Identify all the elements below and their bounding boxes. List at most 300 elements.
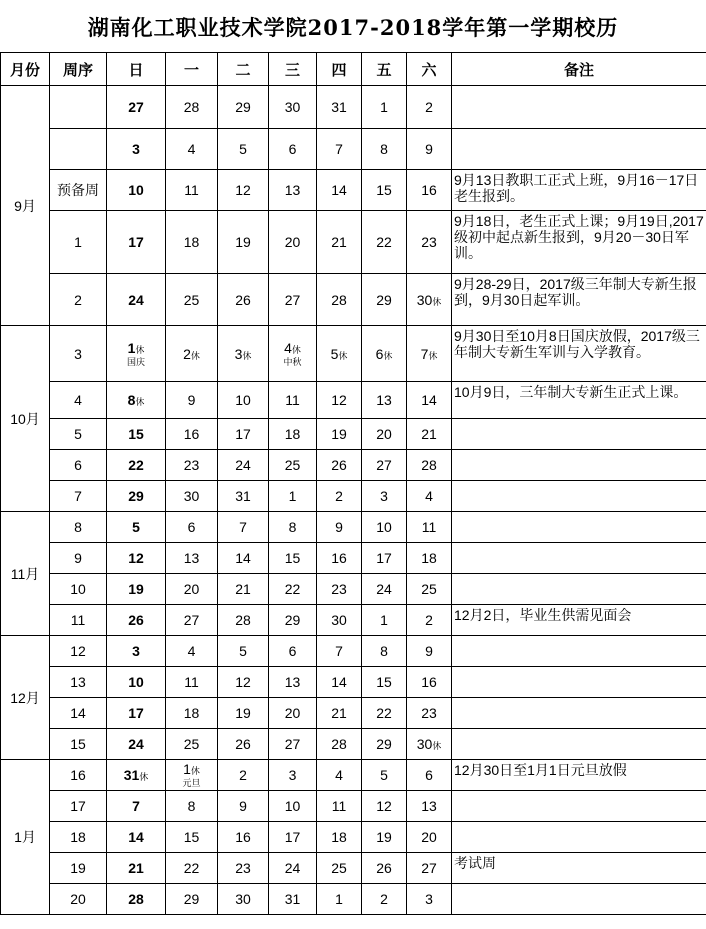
- day-cell: [362, 698, 407, 729]
- day-number: 24: [284, 860, 301, 876]
- day-number: 15: [128, 426, 144, 442]
- day-cell: [362, 86, 407, 129]
- day-number: 8: [288, 519, 297, 535]
- day-cell: [218, 667, 269, 698]
- day-number: 26: [235, 736, 251, 752]
- day-number: 9: [187, 392, 196, 408]
- header-wed: 三: [269, 53, 317, 86]
- week-cell: 5: [50, 419, 107, 450]
- note-cell: [452, 729, 706, 760]
- day-cell: [218, 382, 269, 419]
- table-row: [1, 543, 706, 574]
- day-cell: [407, 822, 452, 853]
- month-cell: 10月: [1, 326, 50, 512]
- day-cell: [218, 822, 269, 853]
- day-number: 20: [376, 426, 392, 442]
- day-number: 9: [335, 519, 343, 535]
- week-cell: 11: [50, 605, 107, 636]
- table-row: [1, 419, 706, 450]
- day-number: 24: [376, 581, 392, 597]
- day-cell: [166, 129, 218, 170]
- day-cell: [317, 419, 362, 450]
- day-cell: [218, 86, 269, 129]
- day-cell: [166, 211, 218, 274]
- header-fri: 五: [362, 53, 407, 86]
- day-number: 6: [187, 519, 196, 535]
- day-number: 4: [284, 339, 292, 356]
- day-cell: [317, 853, 362, 884]
- day-cell: [407, 211, 452, 274]
- holiday-label: 国庆: [126, 356, 145, 367]
- day-number: 25: [183, 291, 200, 308]
- day-number: 7: [420, 345, 429, 362]
- day-cell: [317, 170, 362, 211]
- table-row: [1, 822, 706, 853]
- day-number: 18: [421, 550, 437, 566]
- day-number: 12: [128, 550, 144, 566]
- week-cell: 18: [50, 822, 107, 853]
- day-cell: [166, 729, 218, 760]
- day-cell: [317, 884, 362, 915]
- day-number: 17: [376, 550, 392, 566]
- header-mon: 一: [166, 53, 218, 86]
- day-cell: [218, 481, 269, 512]
- day-number: 28: [331, 736, 347, 752]
- day-cell: [362, 419, 407, 450]
- holiday-mark: 休: [139, 772, 149, 782]
- day-cell: [269, 636, 317, 667]
- note-cell: [452, 512, 706, 543]
- header-thu: 四: [317, 53, 362, 86]
- day-cell: [362, 512, 407, 543]
- day-cell: [218, 605, 269, 636]
- day-number: 23: [421, 234, 437, 250]
- sunday-cell: [107, 760, 166, 791]
- day-number: 20: [284, 705, 301, 721]
- header-sun: 日: [107, 53, 166, 86]
- day-number: 18: [183, 234, 200, 250]
- day-cell: [407, 86, 452, 129]
- calendar-table: [0, 52, 706, 915]
- day-cell: [317, 512, 362, 543]
- day-number: 24: [128, 291, 144, 308]
- table-row: [1, 605, 706, 636]
- day-number: 15: [376, 182, 392, 198]
- day-cell: [269, 326, 317, 382]
- day-number: 16: [421, 182, 437, 198]
- day-cell: [362, 729, 407, 760]
- note-cell: [452, 543, 706, 574]
- note-cell: [452, 450, 706, 481]
- day-number: 16: [235, 829, 251, 845]
- sunday-cell: [107, 419, 166, 450]
- day-number: 21: [235, 581, 251, 597]
- sunday-cell: [107, 382, 166, 419]
- week-cell: 7: [50, 481, 107, 512]
- day-cell: [166, 326, 218, 382]
- day-cell: [166, 605, 218, 636]
- day-number: 8: [380, 643, 388, 659]
- day-number: 1: [127, 339, 136, 356]
- day-cell: [407, 729, 452, 760]
- day-cell: [269, 170, 317, 211]
- note-cell: [452, 884, 706, 915]
- day-number: 3: [288, 767, 297, 783]
- week-cell: 8: [50, 512, 107, 543]
- day-number: 6: [425, 767, 433, 783]
- day-cell: [218, 211, 269, 274]
- day-number: 1: [288, 488, 297, 504]
- day-number: 8: [380, 141, 388, 157]
- day-cell: [317, 274, 362, 326]
- day-number: 19: [235, 705, 251, 721]
- table-row: [1, 636, 706, 667]
- day-number: 27: [284, 291, 301, 308]
- day-cell: [362, 884, 407, 915]
- day-cell: [362, 791, 407, 822]
- day-cell: [269, 129, 317, 170]
- day-cell: [407, 698, 452, 729]
- day-number: 23: [421, 705, 437, 721]
- note-cell: 10月9日，三年制大专新生正式上课。: [452, 382, 706, 419]
- day-cell: [218, 170, 269, 211]
- day-cell: [269, 512, 317, 543]
- day-number: 3: [132, 141, 140, 157]
- day-number: 26: [128, 612, 144, 628]
- day-cell: [317, 86, 362, 129]
- day-number: 27: [376, 457, 392, 473]
- day-number: 20: [421, 829, 437, 845]
- note-cell: [452, 419, 706, 450]
- day-number: 22: [128, 457, 144, 473]
- week-cell: 6: [50, 450, 107, 481]
- day-cell: [362, 211, 407, 274]
- day-number: 11: [285, 392, 300, 408]
- holiday-mark: 休: [135, 344, 145, 355]
- month-cell: 1月: [1, 760, 50, 915]
- day-cell: [317, 636, 362, 667]
- day-cell: [317, 543, 362, 574]
- holiday-mark: 休: [242, 350, 252, 361]
- sunday-cell: [107, 170, 166, 211]
- day-cell: [166, 512, 218, 543]
- day-number: 21: [421, 426, 437, 442]
- day-cell: [407, 481, 452, 512]
- day-cell: [407, 450, 452, 481]
- day-cell: [407, 574, 452, 605]
- day-number: 13: [183, 550, 200, 566]
- day-cell: [362, 274, 407, 326]
- day-number: 11: [421, 519, 437, 535]
- sunday-cell: [107, 574, 166, 605]
- day-number: 15: [183, 829, 200, 845]
- day-number: 2: [183, 345, 191, 362]
- holiday-mark: 休: [291, 344, 301, 355]
- week-cell: 13: [50, 667, 107, 698]
- day-cell: [362, 450, 407, 481]
- day-cell: [407, 512, 452, 543]
- day-number: 28: [128, 891, 144, 907]
- sunday-cell: [107, 326, 166, 382]
- day-cell: [166, 822, 218, 853]
- day-number: 10: [235, 392, 251, 408]
- day-number: 13: [421, 798, 437, 814]
- day-cell: [166, 170, 218, 211]
- day-number: 18: [331, 829, 347, 845]
- header-row: [1, 53, 706, 86]
- day-number: 14: [421, 392, 437, 408]
- day-number: 4: [335, 767, 343, 783]
- table-row: [1, 274, 706, 326]
- week-cell: 16: [50, 760, 107, 791]
- sunday-cell: [107, 605, 166, 636]
- day-number: 22: [376, 705, 392, 721]
- day-number: 24: [235, 457, 251, 473]
- day-cell: [317, 574, 362, 605]
- day-cell: [407, 170, 452, 211]
- day-cell: [166, 760, 218, 791]
- day-number: 19: [128, 581, 144, 597]
- day-cell: [317, 481, 362, 512]
- day-number: 25: [284, 457, 301, 473]
- day-cell: [407, 543, 452, 574]
- day-cell: [269, 274, 317, 326]
- note-cell: 12月2日，毕业生供需见面会: [452, 605, 706, 636]
- week-cell: [50, 129, 107, 170]
- day-number: 18: [183, 705, 200, 721]
- table-row: [1, 481, 706, 512]
- day-number: 28: [421, 457, 437, 473]
- page-title: 湖南化工职业技术学院2017-2018学年第一学期校历: [87, 15, 619, 40]
- note-cell: [452, 481, 706, 512]
- day-cell: [269, 667, 317, 698]
- day-number: 20: [183, 581, 200, 597]
- day-cell: [269, 574, 317, 605]
- day-cell: [166, 543, 218, 574]
- day-number: 12: [235, 674, 251, 690]
- day-number: 30: [416, 736, 433, 752]
- day-cell: [317, 326, 362, 382]
- day-number: 11: [184, 674, 199, 690]
- day-number: 9: [425, 643, 433, 659]
- day-number: 4: [187, 643, 196, 659]
- day-cell: [166, 574, 218, 605]
- sunday-cell: [107, 450, 166, 481]
- day-number: 17: [235, 426, 251, 442]
- sunday-cell: [107, 512, 166, 543]
- day-cell: [218, 419, 269, 450]
- day-number: 27: [421, 860, 437, 876]
- day-cell: [269, 605, 317, 636]
- day-cell: [407, 419, 452, 450]
- day-number: 1: [183, 761, 191, 777]
- day-number: 15: [376, 674, 392, 690]
- day-number: 13: [376, 392, 392, 408]
- table-row: [1, 86, 706, 129]
- week-cell: 20: [50, 884, 107, 915]
- day-number: 21: [128, 860, 144, 876]
- note-cell: [452, 574, 706, 605]
- holiday-mark: 休: [190, 350, 200, 361]
- sunday-cell: [107, 636, 166, 667]
- note-cell: 12月30日至1月1日元旦放假: [452, 760, 706, 791]
- week-cell: 19: [50, 853, 107, 884]
- holiday-mark: 休: [135, 397, 145, 407]
- note-cell: 9月28-29日，2017级三年制大专新生报到，9月30日起军训。: [452, 274, 706, 326]
- table-row: [1, 760, 706, 791]
- day-number: 24: [128, 736, 144, 752]
- day-number: 26: [376, 860, 392, 876]
- day-number: 25: [421, 581, 437, 597]
- day-cell: [317, 129, 362, 170]
- day-cell: [317, 729, 362, 760]
- day-cell: [269, 481, 317, 512]
- day-cell: [317, 822, 362, 853]
- table-row: [1, 574, 706, 605]
- sunday-cell: [107, 543, 166, 574]
- day-number: 23: [331, 581, 347, 597]
- day-cell: [269, 450, 317, 481]
- day-number: 5: [239, 643, 247, 659]
- sunday-cell: [107, 884, 166, 915]
- day-cell: [317, 760, 362, 791]
- day-cell: [362, 667, 407, 698]
- day-number: 11: [184, 182, 199, 198]
- day-number: 10: [128, 674, 144, 690]
- day-cell: [166, 636, 218, 667]
- day-number: 1: [380, 612, 388, 628]
- week-cell: 14: [50, 698, 107, 729]
- day-number: 4: [187, 141, 196, 157]
- day-cell: [317, 211, 362, 274]
- day-number: 30: [183, 488, 200, 504]
- day-number: 2: [239, 767, 247, 783]
- note-cell: [452, 667, 706, 698]
- sunday-cell: [107, 129, 166, 170]
- day-number: 2: [425, 99, 433, 115]
- day-cell: [166, 481, 218, 512]
- header-notes: 备注: [452, 53, 706, 86]
- sunday-cell: [107, 211, 166, 274]
- day-number: 29: [183, 891, 200, 907]
- holiday-mark: 休: [190, 766, 200, 776]
- day-number: 12: [331, 392, 347, 408]
- sunday-cell: [107, 86, 166, 129]
- table-row: [1, 211, 706, 274]
- day-number: 31: [331, 99, 347, 115]
- week-cell: 2: [50, 274, 107, 326]
- day-number: 14: [331, 182, 347, 198]
- sunday-cell: [107, 822, 166, 853]
- note-cell: [452, 822, 706, 853]
- day-number: 30: [284, 99, 301, 115]
- day-cell: [166, 853, 218, 884]
- note-cell: [452, 791, 706, 822]
- day-cell: [269, 211, 317, 274]
- header-week: 周序: [50, 53, 107, 86]
- day-number: 3: [132, 643, 140, 659]
- day-cell: [218, 326, 269, 382]
- day-number: 14: [331, 674, 347, 690]
- note-cell: [452, 698, 706, 729]
- month-cell: 12月: [1, 636, 50, 760]
- day-cell: [407, 274, 452, 326]
- day-number: 29: [235, 99, 251, 115]
- day-cell: [407, 326, 452, 382]
- header-month: 月份: [1, 53, 50, 86]
- day-cell: [317, 605, 362, 636]
- day-cell: [317, 791, 362, 822]
- day-number: 7: [132, 798, 140, 814]
- day-number: 14: [235, 550, 251, 566]
- week-cell: [50, 86, 107, 129]
- week-cell: 3: [50, 326, 107, 382]
- day-cell: [269, 853, 317, 884]
- sunday-cell: [107, 274, 166, 326]
- day-cell: [166, 884, 218, 915]
- week-cell: 9: [50, 543, 107, 574]
- day-cell: [218, 274, 269, 326]
- day-number: 3: [380, 488, 388, 504]
- note-cell: 9月13日教职工正式上班，9月16－17日老生报到。: [452, 170, 706, 211]
- holiday-mark: 休: [432, 296, 442, 307]
- day-number: 15: [284, 550, 301, 566]
- table-row: [1, 667, 706, 698]
- day-number: 2: [425, 612, 433, 628]
- day-cell: [218, 884, 269, 915]
- day-number: 17: [128, 705, 144, 721]
- sunday-cell: [107, 481, 166, 512]
- holiday-mark: 休: [338, 350, 348, 361]
- note-cell: [452, 636, 706, 667]
- day-number: 19: [235, 234, 251, 250]
- holiday-mark: 休: [432, 741, 442, 751]
- table-row: [1, 853, 706, 884]
- day-number: 29: [284, 612, 301, 628]
- table-row: [1, 382, 706, 419]
- day-number: 12: [235, 182, 251, 198]
- note-cell: 考试周: [452, 853, 706, 884]
- day-cell: [362, 574, 407, 605]
- day-cell: [218, 853, 269, 884]
- day-cell: [317, 450, 362, 481]
- day-number: 8: [187, 798, 196, 814]
- day-number: 21: [331, 705, 347, 721]
- day-cell: [218, 791, 269, 822]
- day-cell: [407, 129, 452, 170]
- note-cell: [452, 86, 706, 129]
- day-cell: [362, 605, 407, 636]
- day-cell: [362, 760, 407, 791]
- day-number: 29: [128, 488, 144, 504]
- week-cell: 预备周: [50, 170, 107, 211]
- table-row: [1, 512, 706, 543]
- day-cell: [407, 791, 452, 822]
- day-cell: [317, 382, 362, 419]
- day-number: 7: [239, 519, 247, 535]
- day-number: 9: [239, 798, 247, 814]
- day-number: 16: [421, 674, 437, 690]
- day-cell: [407, 605, 452, 636]
- day-cell: [166, 419, 218, 450]
- day-cell: [407, 853, 452, 884]
- day-number: 6: [288, 643, 297, 659]
- day-cell: [269, 86, 317, 129]
- day-number: 22: [284, 581, 301, 597]
- sunday-cell: [107, 698, 166, 729]
- day-number: 30: [331, 612, 347, 628]
- day-cell: [407, 667, 452, 698]
